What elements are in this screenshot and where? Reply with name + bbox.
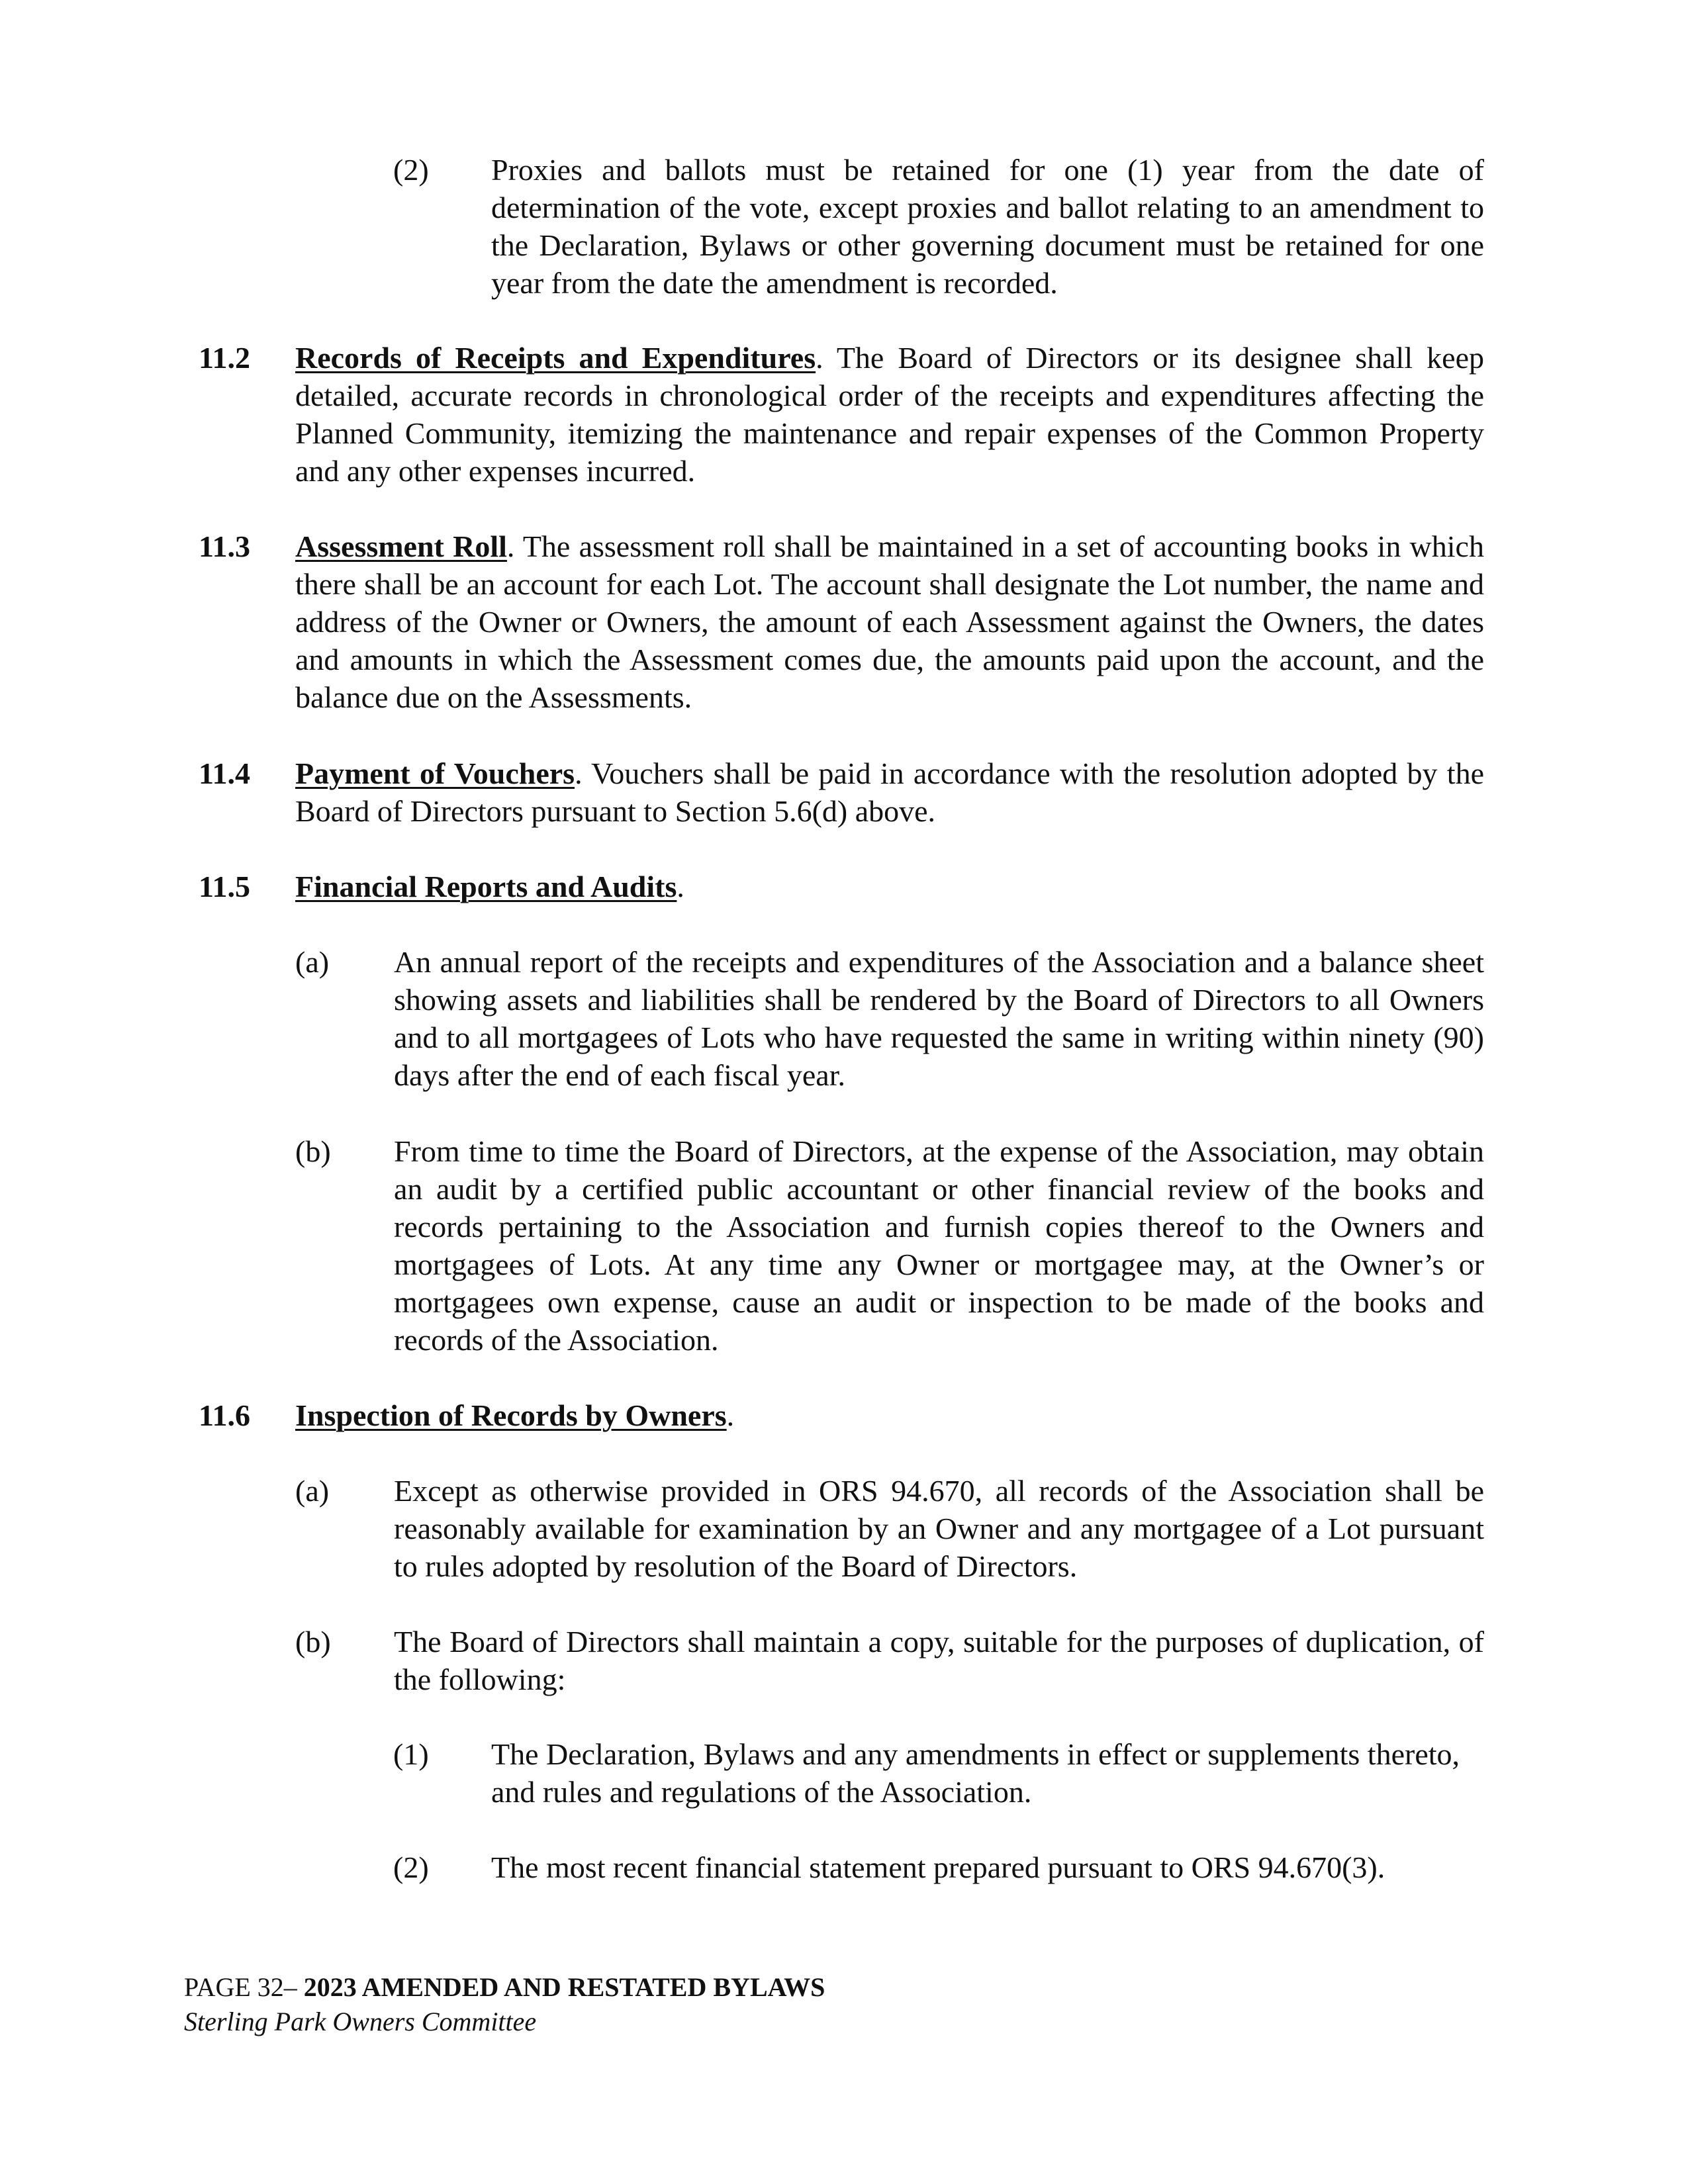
section-11-6-heading [295,1396,1484,1434]
item-label: (b) [295,1134,331,1168]
section-number: 11.5 [199,870,250,903]
item-text: The most recent financial statement prepared pursuant to ORS 94.670(3). [491,1850,1385,1884]
section-11-2-paragraph [295,339,1484,490]
item-label: (2) [393,153,429,187]
section-title: Inspection of Records by Owners [295,1398,727,1432]
section-tail: . [677,870,684,903]
section-11-5-heading [295,868,1484,905]
footer-org: Sterling Park Owners Committee [184,2007,537,2036]
item-text: Except as otherwise provided in ORS 94.670, all records of the Association shall be reasonably available for examination by an Owner and any mortgagee of a Lot pursuant to rules adopted by resolution of the Board of Directors. [394,1474,1484,1583]
section-text: . The assessment roll shall be maintained in a set of accounting books in which there shall be an account for each Lot. The account shall designate the Lot number, the name and address of the Owner or Owners, the amount of each Assessment against the Owners, the dates and amounts in which the Assessment comes due, the amounts paid upon the account, and the balance due on the Assessments. [295,529,1484,714]
section-number: 11.6 [199,1398,250,1432]
section-title: Financial Reports and Audits [295,870,677,903]
section-number: 11.4 [199,756,250,790]
item-text: An annual report of the receipts and expenditures of the Association and a balance sheet showing assets and liabilities shall be rendered by the Board of Directors to all Owners and to all mortgagees of Lots who have requested the same in writing within ninety (90) days after the end of each fiscal year. [394,945,1484,1092]
section-tail: . [726,1398,735,1432]
item-text: From time to time the Board of Directors, at the expense of the Association, may obtain an audit by a certified public accountant or other financial review of the books and records pertaining to the Association and furnish copies thereof to the Owners and mortgagees of Lots. At any time any Owner or mortgagee may, at the Owner’s or mortgagees own expense, cause an audit or inspection to be made of the books and records of the Association. [394,1134,1484,1357]
item-label: (2) [393,1850,429,1884]
item-text: The Declaration, Bylaws and any amendments in effect or supplements thereto, and rules and regulations of the Association. [491,1737,1460,1809]
item-label: (1) [393,1737,429,1771]
section-text: . Vouchers shall be paid in accordance with the resolution adopted by the Board of Directors pursuant to Section 5.6(d) above. [295,756,1485,828]
item-label: (b) [295,1625,331,1659]
item-label: (a) [295,1474,330,1508]
section-title: Records of Receipts and Expenditures [295,341,816,375]
section-number: 11.2 [199,341,250,375]
footer-page-number: PAGE 32– [184,1972,297,2002]
section-number: 11.3 [199,529,250,563]
item-text: The Board of Directors shall maintain a copy, suitable for the purposes of duplication, of the following: [394,1625,1484,1696]
footer-title: 2023 AMENDED AND RESTATED BYLAWS [303,1972,825,2002]
section-text: . The Board of Directors or its designee shall keep detailed, accurate records in chronological order of the receipts and expenditures affecting the Planned Community, itemizing the maintenance and repair expenses of the Common Property and any other expenses incurred. [295,341,1484,488]
item-text: Proxies and ballots must be retained for one (1) year from the date of determination of the vote, except proxies and ballot relating to an amendment to the Declaration, Bylaws or other governing document must be retained for one year from the date the amendment is recorded. [491,153,1484,300]
section-11-3-paragraph [295,527,1484,716]
section-11-4-paragraph [295,754,1484,830]
section-title: Assessment Roll [295,529,507,563]
section-title: Payment of Vouchers [295,756,575,790]
page-footer [184,1970,825,2039]
item-label: (a) [295,945,330,979]
footer-line-1 [184,1970,825,2005]
